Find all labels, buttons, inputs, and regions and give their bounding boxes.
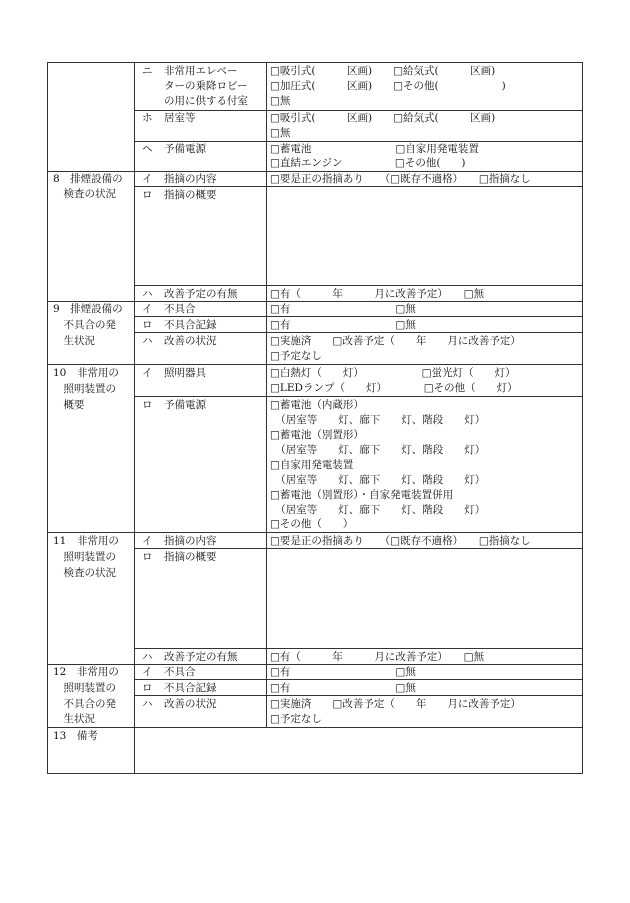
- row-mark: ロ: [142, 551, 153, 563]
- option-line: □実施済 □改善予定（ 年 月に改善予定）: [270, 335, 521, 347]
- row-mark: イ: [142, 535, 153, 547]
- table-border-right: [582, 62, 583, 773]
- row-label: ターの乗降ロビー: [164, 80, 248, 92]
- section-title: 8 排煙設備の: [53, 173, 123, 185]
- option-line: （居室等 灯、廊下 灯、階段 灯）: [270, 474, 486, 486]
- row-mark: イ: [142, 666, 153, 678]
- row-line: [134, 695, 583, 696]
- row-mark: ハ: [142, 335, 153, 347]
- row-line: [47, 364, 583, 365]
- row-mark: イ: [142, 173, 153, 185]
- row-line: [134, 186, 583, 187]
- option-line: □有 □無: [270, 303, 416, 315]
- row-label: 指摘の概要: [164, 189, 217, 201]
- row-label: 改善予定の有無: [164, 288, 238, 300]
- section-title: 不具合の発: [53, 698, 116, 710]
- column-divider-2: [266, 62, 267, 727]
- option-line: □蓄電池（別置形）・自家発電装置併用: [270, 489, 454, 501]
- section-title: 不具合の発: [53, 319, 116, 331]
- section-title: 検査の状況: [53, 567, 116, 579]
- row-line: [134, 648, 583, 649]
- row-label: 改善の状況: [164, 698, 217, 710]
- row-line: [47, 532, 583, 533]
- section-title: 照明装置の: [53, 682, 116, 694]
- row-line: [47, 62, 583, 63]
- option-line: □加圧式( 区画) □その他( ): [270, 80, 506, 92]
- section-title: 12 非常用の: [53, 666, 119, 678]
- option-line: □有 □無: [270, 319, 416, 331]
- option-line: □有（ 年 月に改善予定） □無: [270, 651, 485, 663]
- option-line: □直結エンジン □その他( ): [270, 157, 466, 169]
- row-label: 照明器具: [164, 367, 206, 379]
- row-line: [134, 548, 583, 549]
- option-line: □有 □無: [270, 682, 416, 694]
- row-mark: ヘ: [142, 143, 153, 155]
- section-title: 9 排煙設備の: [53, 303, 123, 315]
- row-mark: ハ: [142, 698, 153, 710]
- row-label: 改善の状況: [164, 335, 217, 347]
- row-line: [134, 396, 583, 397]
- row-label: 不具合: [164, 303, 196, 315]
- option-line: □吸引式( 区画) □給気式( 区画): [270, 112, 496, 124]
- option-line: □予定なし: [270, 350, 322, 362]
- row-mark: ホ: [142, 112, 153, 124]
- option-line: □蓄電池（別置形）: [270, 429, 364, 441]
- row-mark: ロ: [142, 682, 153, 694]
- row-label: 改善予定の有無: [164, 651, 238, 663]
- option-line: □蓄電池（内蔵形）: [270, 399, 364, 411]
- row-mark: ハ: [142, 651, 153, 663]
- section-title: 照明装置の: [53, 383, 116, 395]
- option-line: □蓄電池 □自家用発電装置: [270, 143, 479, 155]
- section-title: 13 備考: [53, 730, 98, 742]
- section-title: 生状況: [53, 713, 95, 725]
- section-title: 照明装置の: [53, 551, 116, 563]
- row-line: [134, 285, 583, 286]
- row-label: 予備電源: [164, 399, 206, 411]
- section-title: 検査の状況: [53, 188, 116, 200]
- row-mark: ロ: [142, 319, 153, 331]
- row-label: 不具合: [164, 666, 196, 678]
- option-line: □要是正の指摘あり （□既存不適格） □指摘なし: [270, 173, 531, 185]
- option-line: □自家用発電装置: [270, 459, 354, 471]
- option-line: □有 □無: [270, 666, 416, 678]
- row-label: 非常用エレベー: [164, 65, 238, 77]
- row-mark: ロ: [142, 399, 153, 411]
- row-mark: ロ: [142, 189, 153, 201]
- row-line: [47, 773, 583, 774]
- option-line: （居室等 灯、廊下 灯、階段 灯）: [270, 414, 486, 426]
- column-divider-1: [134, 62, 135, 773]
- option-line: （居室等 灯、廊下 灯、階段 灯）: [270, 444, 486, 456]
- section-title: 10 非常用の: [53, 367, 119, 379]
- row-mark: ニ: [142, 65, 153, 77]
- option-line: □要是正の指摘あり （□既存不適格） □指摘なし: [270, 535, 531, 547]
- option-line: □有（ 年 月に改善予定） □無: [270, 288, 485, 300]
- table-border-left: [47, 62, 48, 773]
- option-line: □予定なし: [270, 713, 322, 725]
- option-line: □実施済 □改善予定（ 年 月に改善予定）: [270, 698, 521, 710]
- row-label: 居室等: [164, 112, 196, 124]
- option-line: □LEDランプ（ 灯） □その他（ 灯）: [270, 382, 518, 394]
- row-mark: イ: [142, 367, 153, 379]
- option-line: □無: [270, 95, 291, 107]
- section-title: 11 非常用の: [53, 535, 119, 547]
- row-mark: ハ: [142, 288, 153, 300]
- option-line: □白熱灯（ 灯） □蛍光灯（ 灯）: [270, 367, 516, 379]
- option-line: □吸引式( 区画) □給気式( 区画): [270, 65, 496, 77]
- row-label: 不具合記録: [164, 682, 217, 694]
- row-label: 予備電源: [164, 143, 206, 155]
- row-label: 指摘の内容: [164, 535, 217, 547]
- row-label: 指摘の内容: [164, 173, 217, 185]
- section-title: 概要: [53, 399, 85, 411]
- row-label: の用に供する付室: [164, 95, 248, 107]
- option-line: （居室等 灯、廊下 灯、階段 灯）: [270, 504, 486, 516]
- section-title: 生状況: [53, 335, 95, 347]
- remarks-field[interactable]: [135, 728, 582, 773]
- row-label: 指摘の概要: [164, 551, 217, 563]
- row-label: 不具合記録: [164, 319, 217, 331]
- row-mark: イ: [142, 303, 153, 315]
- option-line: □その他（ ）: [270, 518, 354, 530]
- row-line: [134, 332, 583, 333]
- row-line: [134, 679, 583, 680]
- row-line: [134, 316, 583, 317]
- option-line: □無: [270, 127, 291, 139]
